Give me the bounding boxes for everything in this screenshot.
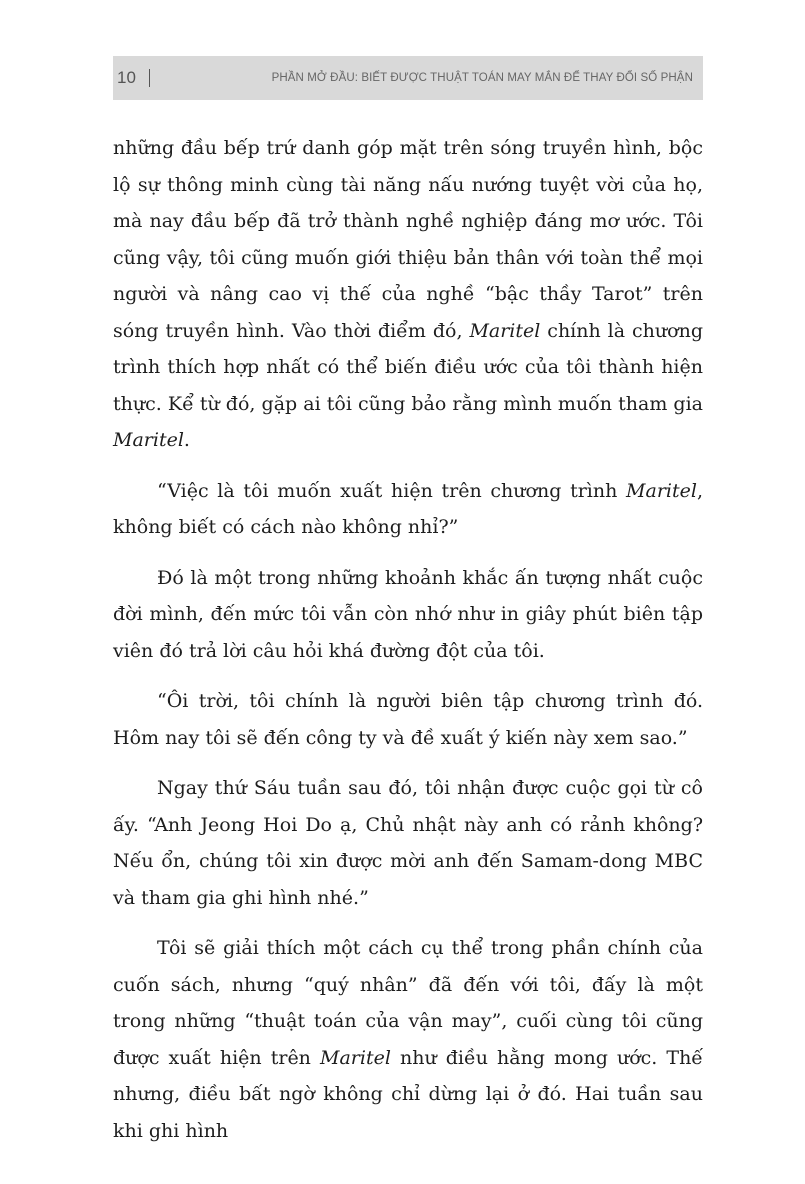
paragraph-4: “Ôi trời, tôi chính là người biên tập chương trình đó. Hôm nay tôi sẽ đến công ty và đề xuất ý kiến này xem sao.” [113, 690, 703, 749]
show-title: Maritel [320, 1046, 391, 1069]
paragraph-1: những đầu bếp trứ danh góp mặt trên sóng truyền hình, bộc lộ sự thông minh cùng tài năng nấu nướng tuyệt vời của họ, mà nay đầu bếp đã trở thành nghề nghiệp đáng mơ ước. Tôi cũng vậy, tôi cũng muốn giới thiệu bản thân với toàn thể mọi người và nâng cao vị thế của nghề “bậc thầy Tarot” trên sóng truyền hình. Vào thời điểm đó, Maritel chính là chương trình thích hợp nhất có thể biến điều ước của tôi thành hiện thực. Kể từ đó, gặp ai tôi cũng bảo rằng mình muốn tham gia Maritel. [113, 137, 703, 451]
running-title: PHẦN MỞ ĐẦU: BIẾT ĐƯỢC THUẬT TOÁN MAY MẮN ĐỂ THAY ĐỔI SỐ PHẬN [271, 72, 693, 84]
running-header [113, 56, 703, 100]
show-title: Maritel [469, 319, 541, 342]
paragraph-6: Tôi sẽ giải thích một cách cụ thể trong phần chính của cuốn sách, nhưng “quý nhân” đã đến với tôi, đấy là một trong những “thuật toán của vận may”, cuối cùng tôi cũng được xuất hiện trên Maritel như điều hằng mong ước. Thế nhưng, điều bất ngờ không chỉ dừng lại ở đó. Hai tuần sau khi ghi hình [113, 937, 703, 1142]
paragraph-5: Ngay thứ Sáu tuần sau đó, tôi nhận được cuộc gọi từ cô ấy. “Anh Jeong Hoi Do ạ, Chủ nhật này anh có rảnh không? Nếu ổn, chúng tôi xin được mời anh đến Samam-dong MBC và tham gia ghi hình nhé.” [113, 777, 703, 909]
page-number: 10 [117, 68, 136, 87]
paragraph-3: Đó là một trong những khoảnh khắc ấn tượng nhất cuộc đời mình, đến mức tôi vẫn còn nhớ như in giây phút biên tập viên đó trả lời câu hỏi khá đường đột của tôi. [113, 566, 703, 662]
show-title: Maritel [113, 429, 184, 451]
show-title: Maritel [626, 479, 697, 502]
body-text [113, 130, 703, 1163]
header-divider [149, 69, 150, 87]
paragraph-2: “Việc là tôi muốn xuất hiện trên chương trình Maritel, không biết có cách nào không nhỉ?” [113, 479, 703, 538]
